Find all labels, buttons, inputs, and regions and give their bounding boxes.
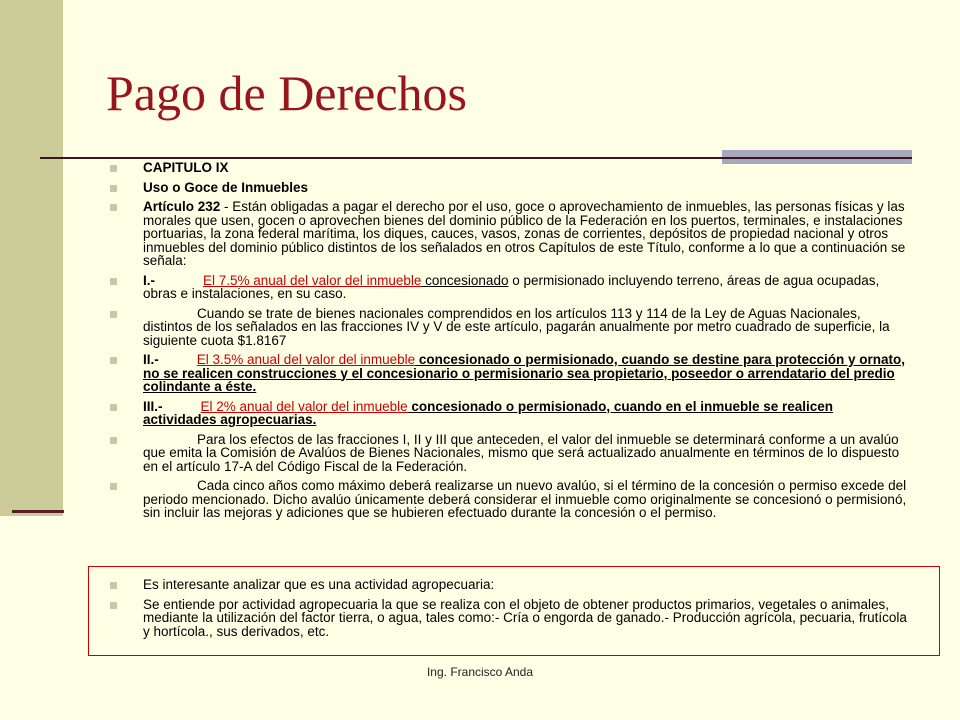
square-bullet-icon bbox=[110, 437, 117, 444]
square-bullet-icon bbox=[110, 311, 117, 318]
square-bullet-icon bbox=[110, 582, 117, 589]
waters-text: Cuando se trate de bienes nacionales comprendidos en los artículos 113 y 114 de la Ley de Aguas Nacionales, distintos de los señalados en las fracciones IV y V de este artículo, pagarán anualmente por metro cuadrado de superficie, la siguiente cuota $1.8167 bbox=[143, 305, 890, 348]
square-bullet-icon bbox=[110, 278, 117, 285]
title-rule-overlay bbox=[722, 157, 912, 159]
list-item-fraction-2 bbox=[110, 353, 910, 394]
list-item-definition bbox=[110, 598, 910, 639]
fraction-3-rate: El 2% anual del valor del inmueble bbox=[200, 398, 408, 414]
appraisal-text: Para los efectos de las fracciones I, II y III que anteceden, el valor del inmueble se determinará conforme a un avalúo que emita la Comisión de Avalúos de Bienes Nacionales, mismo que será actualizado anualmente en términos de lo dispuesto en el artículo 17-A del Código Fiscal de la Federación. bbox=[143, 431, 900, 474]
list-item-subtitle bbox=[110, 181, 910, 195]
list-item-article bbox=[110, 200, 910, 268]
slide-title: Pago de Derechos bbox=[106, 65, 467, 121]
sidebar-accent-line bbox=[12, 510, 64, 513]
fraction-3-text: concesionado o permisionado, cuando en el inmueble se realicen actividades agropecuarias. bbox=[143, 398, 834, 427]
sidebar-band bbox=[0, 0, 63, 516]
list-item-chapter bbox=[110, 161, 910, 175]
square-bullet-icon bbox=[110, 602, 117, 609]
list-item-fraction-1 bbox=[110, 274, 910, 301]
square-bullet-icon bbox=[110, 357, 117, 364]
list-item-five-years bbox=[110, 479, 910, 520]
list-item-appraisal bbox=[110, 433, 910, 474]
fraction-2-rate: El 3.5% anual del valor del inmueble bbox=[196, 352, 416, 367]
fraction-3-label: III.- bbox=[143, 398, 163, 414]
article-text: - Están obligadas a pagar el derecho por el uso, goce o aprovechamiento de inmuebles, las personas físicas y las morales que usen, gocen o aprovechen bienes del dominio público de la Federación en los puertos, terminales, e instalaciones portuarias, la zona federal marítima, los diques, cauces, vasos, zonas de corrientes, depósitos de propiedad nacional y otros inmuebles del dominio público distintos de los señalados en otros Capítulos de este Título, conforme a lo que a continuación se señala: bbox=[143, 199, 906, 268]
fraction-1-text: o permisionado incluyendo terreno, áreas de agua ocupadas, obras e instalaciones, en su caso. bbox=[143, 272, 880, 301]
fraction-1-underlined: concesionado bbox=[421, 272, 509, 288]
section-subtitle: Uso o Goce de Inmuebles bbox=[143, 179, 309, 195]
fraction-2-label: II.- bbox=[143, 352, 159, 367]
five-years-text: Cada cinco años como máximo deberá realizarse un nuevo avalúo, si el término de la concesión o permiso excede del periodo mencionado. Dicho avalúo únicamente deberá considerar el inmueble como originalmente se concesionó o permisionó, sin incluir las mejoras y adiciones que se hubieren efectuado durante la concesión o el permiso. bbox=[143, 478, 907, 520]
fraction-1-label: I.- bbox=[143, 272, 155, 288]
content-list bbox=[110, 161, 910, 526]
chapter-heading: CAPITULO IX bbox=[143, 160, 229, 175]
article-label: Artículo 232 bbox=[143, 199, 221, 214]
highlight-list bbox=[110, 578, 910, 644]
list-item-interesting bbox=[110, 578, 910, 592]
fraction-2-text: concesionado o permisionado, cuando se destine para protección y ornato, no se realicen construcciones y el concesionario o permisionario sea propietario, poseedor o arrendatario del predio colindante a éste. bbox=[143, 352, 905, 394]
square-bullet-icon bbox=[110, 185, 117, 192]
list-item-waters bbox=[110, 307, 910, 348]
square-bullet-icon bbox=[110, 204, 117, 211]
square-bullet-icon bbox=[110, 483, 117, 490]
square-bullet-icon bbox=[110, 404, 117, 411]
definition-text: Se entiende por actividad agropecuaria la que se realiza con el objeto de obtener productos primarios, vegetales o animales, mediante la utilización del factor tierra, o agua, tales como:- Cría o engorda de ganado.- Producción agrícola, pecuaria, frutícola y hortícola., sus derivados, etc. bbox=[143, 596, 907, 639]
square-bullet-icon bbox=[110, 165, 117, 172]
slide-footer: Ing. Francisco Anda bbox=[426, 665, 534, 679]
fraction-1-rate: El 7.5% anual del valor del inmueble bbox=[203, 272, 422, 288]
interesting-text: Es interesante analizar que es una actividad agropecuaria: bbox=[143, 577, 495, 592]
list-item-fraction-3 bbox=[110, 400, 910, 427]
